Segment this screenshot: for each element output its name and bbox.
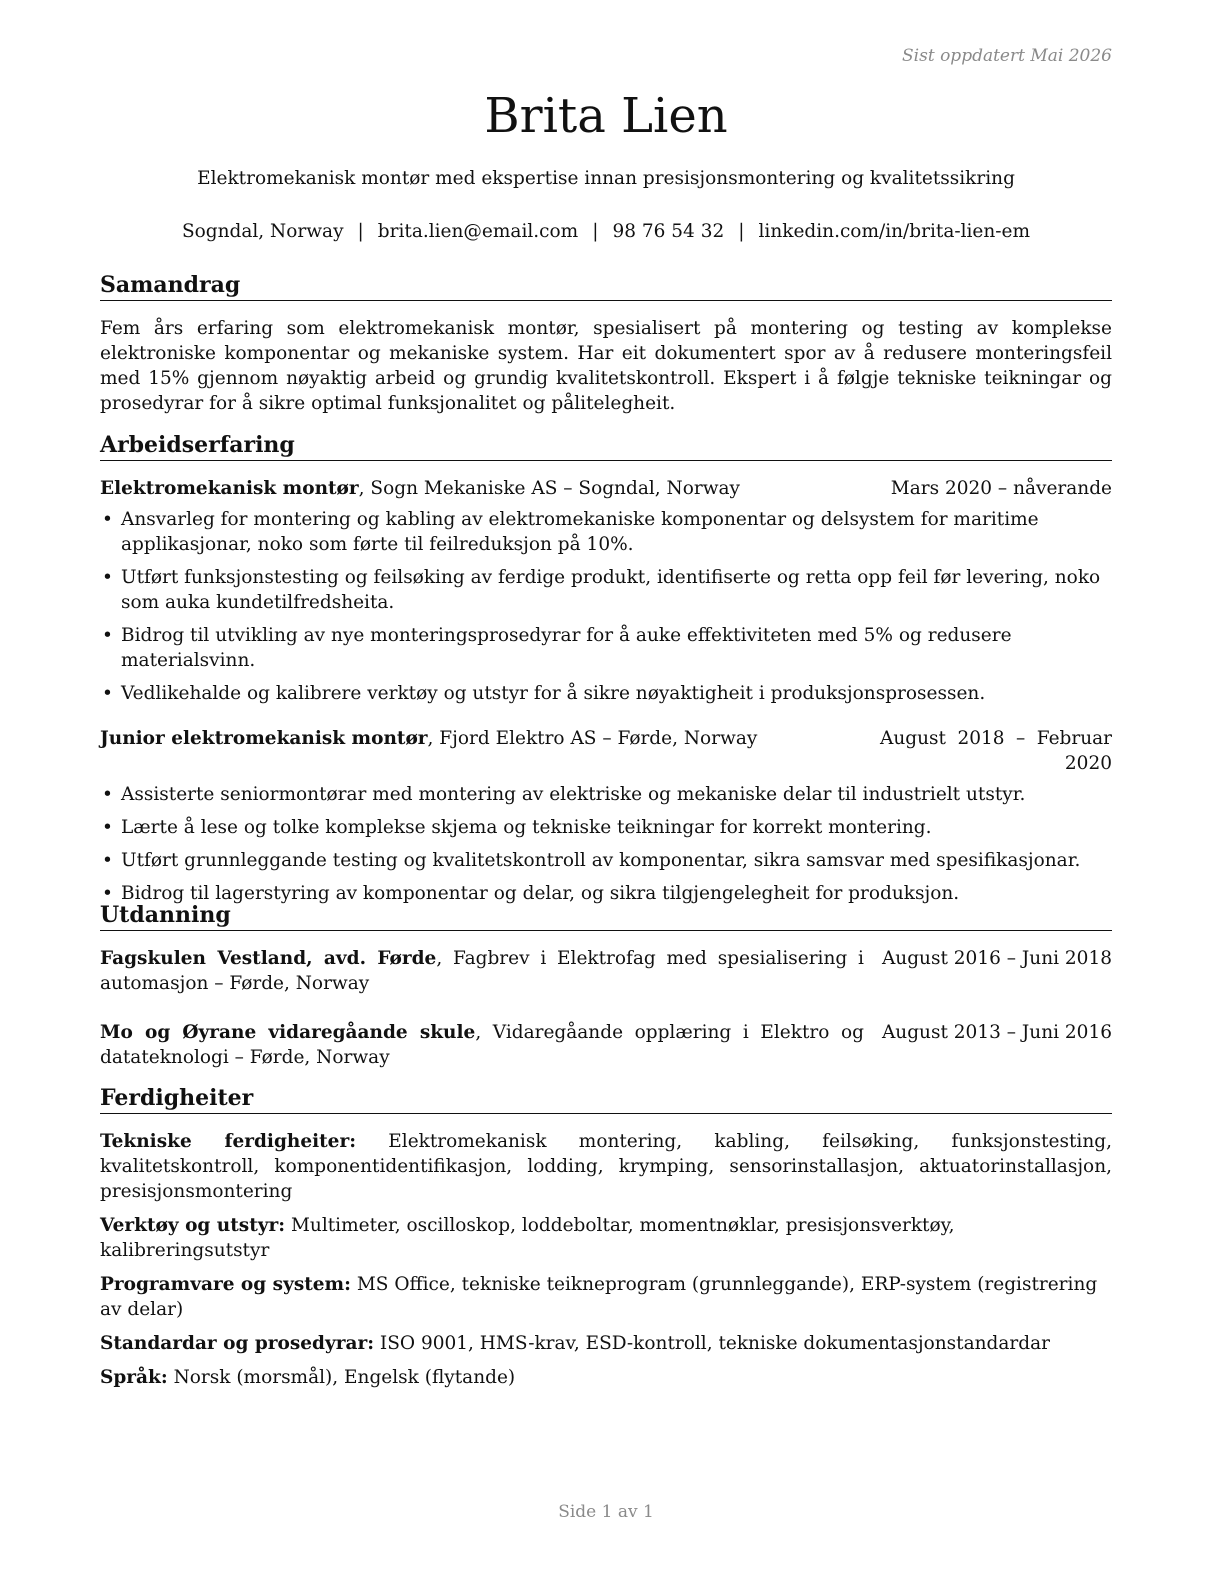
- skill-label: Tekniske ferdigheiter:: [100, 1131, 357, 1152]
- summary-section: [100, 271, 1112, 416]
- education-section: [100, 901, 1112, 1070]
- job-role: Elektromekanisk montør: [100, 478, 359, 499]
- list-item: • Ansvarleg for montering og kabling av elektromekaniske komponentar og delsystem for maritime applikasjonar, noko som førte til feilreduksjon på 10%.: [100, 507, 1112, 557]
- skill-value: Elektromekanisk montering, kabling, feilsøking, funksjonstesting, kvalitetskontroll, komponentidentifikasjon, lodding, krymping, sensorinstallasjon, aktuatorinstallasjon, presisjonsmontering: [100, 1131, 1112, 1202]
- education-title: Utdanning: [100, 901, 1112, 931]
- job-entry: [100, 726, 1112, 906]
- education-dates: August 2016 – Juni 2018: [881, 948, 1112, 969]
- list-item: • Lærte å lese og tolke komplekse skjema og tekniske teikningar for korrekt montering.: [100, 815, 1112, 840]
- job-role: Junior elektromekanisk montør: [100, 728, 428, 749]
- skill-value: Multimeter, oscilloskop, loddeboltar, momentnøklar, presisjonsverktøy, kalibreringsutstyr: [100, 1215, 955, 1261]
- job-dates: Mars 2020 – nåverande: [890, 478, 1112, 499]
- experience-title: Arbeidserfaring: [100, 431, 1112, 461]
- skill-value: Norsk (morsmål), Engelsk (flytande): [167, 1367, 516, 1388]
- skills-title: Ferdigheiter: [100, 1084, 1112, 1114]
- contact-phone: 98 76 54 32: [612, 221, 725, 242]
- job-entry: [100, 476, 1112, 706]
- list-item: • Bidrog til utvikling av nye monteringsprosedyrar for å auke effektiviteten med 5% og redusere materialsvinn.: [100, 623, 1112, 673]
- skill-label: Programvare og system:: [100, 1274, 351, 1295]
- job-header: [100, 476, 1112, 501]
- contact-separator: |: [738, 221, 745, 242]
- education-entry: [100, 1020, 1112, 1070]
- contact-line: [100, 219, 1112, 244]
- job-header: [100, 726, 1112, 776]
- summary-title: Samandrag: [100, 271, 1112, 301]
- education-school: Fagskulen Vestland, avd. Førde: [100, 948, 437, 969]
- skill-value: MS Office, tekniske teikneprogram (grunnleggande), ERP-system (registrering av delar): [100, 1274, 1098, 1320]
- list-item: • Utført grunnleggande testing og kvalitetskontroll av komponentar, sikra samsvar med spesifikasjonar.: [100, 848, 1112, 873]
- skill-row: [100, 1331, 1112, 1356]
- list-item: • Bidrog til lagerstyring av komponentar og delar, og sikra tilgjengelegheit for produksjon.: [100, 881, 1112, 906]
- summary-text: Fem års erfaring som elektromekanisk montør, spesialisert på montering og testing av komplekse elektroniske komponentar og mekaniske system. Har eit dokumentert spor av å redusere monteringsfeil med 15% gjennom nøyaktig arbeid og grundig kvalitetskontroll. Ekspert i å følgje tekniske teikningar og prosedyrar for å sikre optimal funksjonalitet og pålitelegheit.: [100, 318, 1112, 414]
- skill-row: [100, 1365, 1112, 1390]
- skill-label: Standardar og prosedyrar:: [100, 1333, 375, 1354]
- skills-section: [100, 1084, 1112, 1390]
- candidate-name: Brita Lien: [484, 88, 728, 144]
- job-company: , Sogn Mekaniske AS – Sogndal, Norway: [358, 478, 741, 499]
- education-dates: August 2013 – Juni 2016: [881, 1022, 1112, 1043]
- contact-separator: |: [357, 221, 364, 242]
- page-number: Side 1 av 1: [558, 1502, 654, 1522]
- list-item: • Vedlikehalde og kalibrere verktøy og utstyr for å sikre nøyaktigheit i produksjonsprosessen.: [100, 681, 1112, 706]
- job-company: , Fjord Elektro AS – Førde, Norway: [427, 728, 758, 749]
- skill-label: Språk:: [100, 1367, 168, 1388]
- job-dates: August 2018 – Februar 2020: [880, 728, 1112, 774]
- skill-row: [100, 1213, 1112, 1263]
- education-school: Mo og Øyrane vidaregåande skule: [100, 1022, 476, 1043]
- contact-email[interactable]: brita.lien@email.com: [377, 221, 579, 242]
- contact-location: Sogndal, Norway: [181, 221, 344, 242]
- list-item: • Assisterte seniormontørar med montering av elektriske og mekaniske delar til industrielt utstyr.: [100, 782, 1112, 807]
- experience-section: [100, 431, 1112, 914]
- skill-row: [100, 1129, 1112, 1204]
- tagline: Elektromekanisk montør med ekspertise innan presisjonsmontering og kvalitetssikring: [197, 168, 1015, 189]
- list-item: • Utført funksjonstesting og feilsøking av ferdige produkt, identifiserte og retta opp feil før levering, noko som auka kundetilfredsheita.: [100, 565, 1112, 615]
- education-detail: , Fagbrev i Elektrofag med spesialisering i automasjon – Førde, Norway: [100, 948, 864, 994]
- education-detail: , Vidaregåande opplæring i Elektro og datateknologi – Førde, Norway: [100, 1022, 864, 1068]
- contact-linkedin[interactable]: linkedin.com/in/brita-lien-em: [758, 221, 1031, 242]
- skill-label: Verktøy og utstyr:: [100, 1215, 286, 1236]
- education-entry: [100, 946, 1112, 996]
- job-bullets: [100, 507, 1112, 706]
- contact-separator: |: [592, 221, 599, 242]
- last-updated: Sist oppdatert Mai 2026: [902, 46, 1112, 66]
- resume-page: [100, 0, 1112, 1584]
- skill-row: [100, 1272, 1112, 1322]
- skill-value: ISO 9001, HMS-krav, ESD-kontroll, tekniske dokumentasjonstandardar: [374, 1333, 1050, 1354]
- job-bullets: [100, 782, 1112, 906]
